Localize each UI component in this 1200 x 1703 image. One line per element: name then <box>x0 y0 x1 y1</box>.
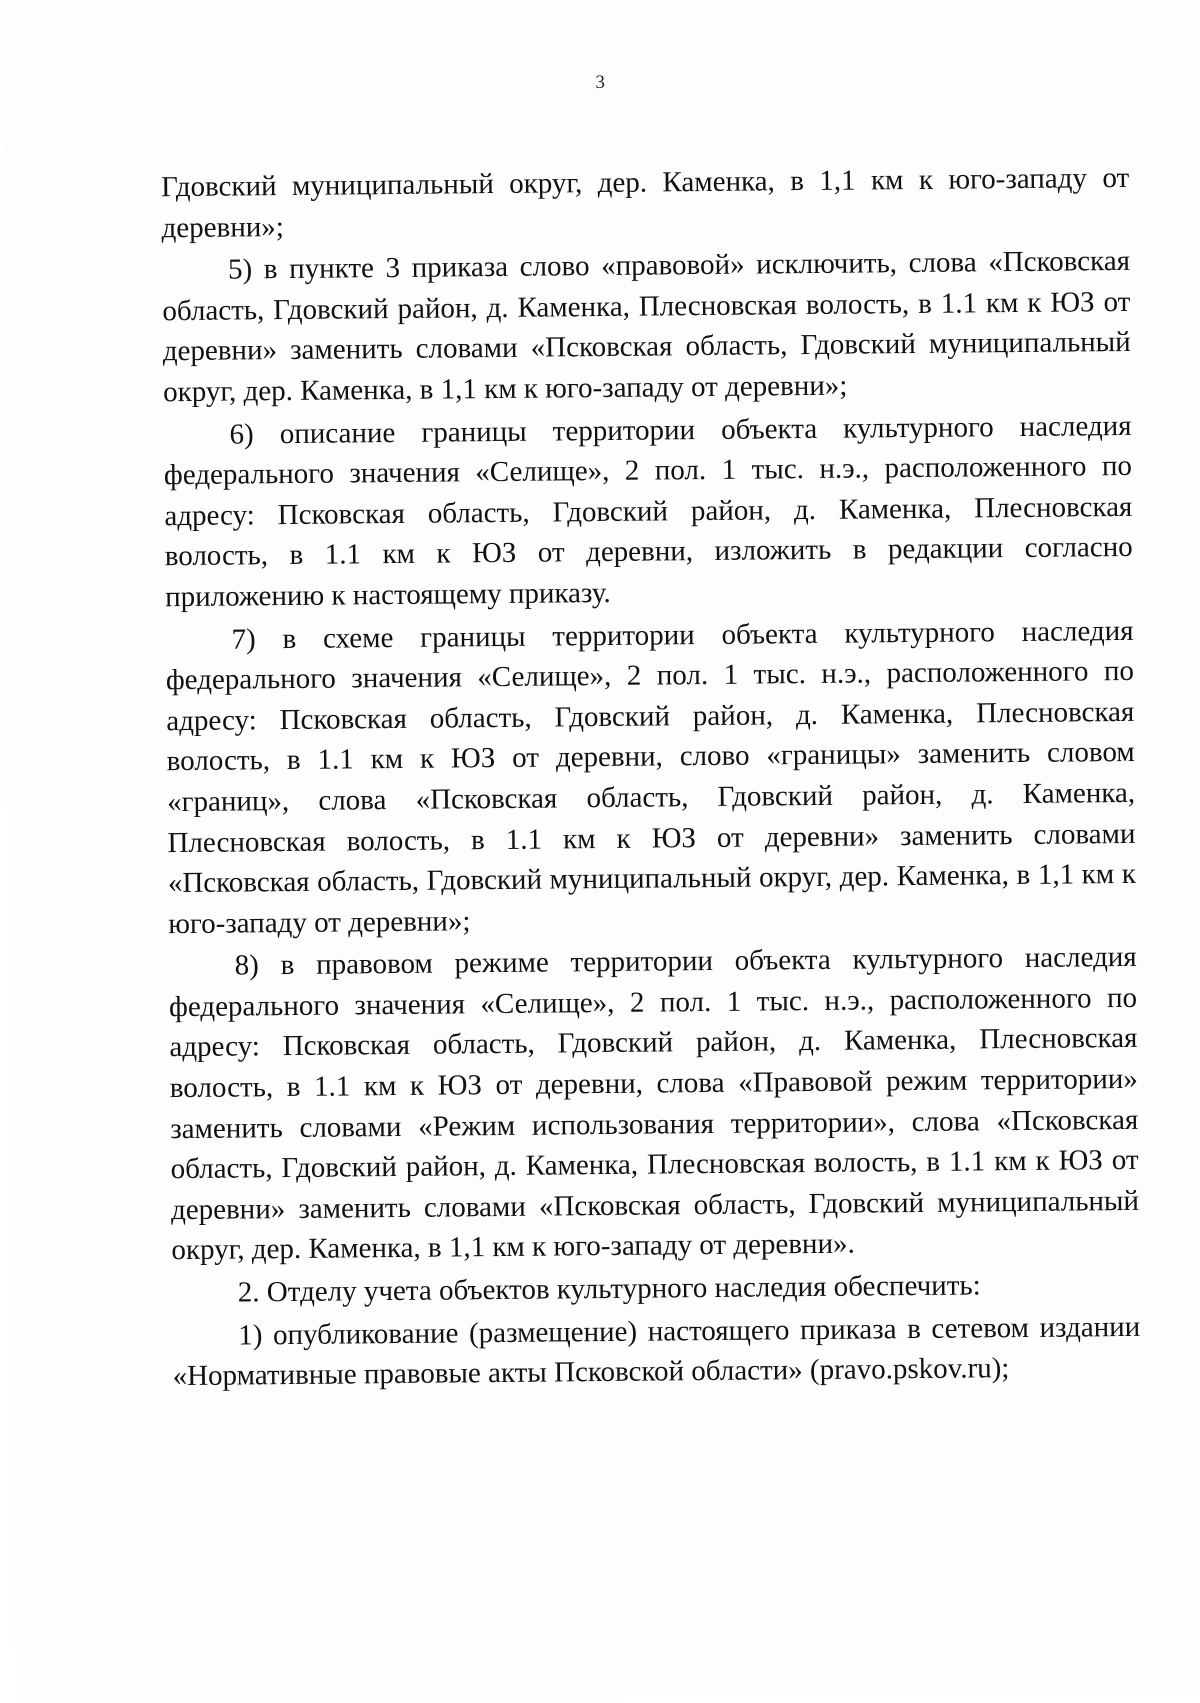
document-body <box>161 158 1141 1397</box>
paragraph-item-7: 7) в схеме границы территории объекта культурного наследия федерального значения «Селище», 2 пол. 1 тыс. н.э., расположенного по адресу: Псковская область, Гдовский район, д. Каменка, Плесновская волость, в 1.1 км к ЮЗ от деревни, слово «границы» заменить словом «границ», слова «Псковская область, Гдовский район, д. Каменка, Плесновская волость, в 1.1 км к ЮЗ от деревни» заменить словами «Псковская область, Гдовский муниципальный округ, дер. Каменка, в 1,1 км к юго-западу от деревни»; <box>165 614 1136 940</box>
paragraph-item-5: 5) в пункте 3 приказа слово «правовой» исключить, слова «Псковская область, Гдовский район, д. Каменка, Плесновская волость, в 1.1 км к ЮЗ от деревни» заменить словами «Псковская область, Гдовский муниципальный округ, дер. Каменка, в 1,1 км к юго-западу от деревни»; <box>162 245 1131 409</box>
paragraph-section-2-item-1: 1) опубликование (размещение) настоящего приказа в сетевом издании «Нормативные правовые акты Псковской области» (pravo.pskov.ru); <box>172 1310 1141 1393</box>
paragraph-item-6: 6) описание границы территории объекта культурного наследия федерального значения «Селище», 2 пол. 1 тыс. н.э., расположенного по адресу: Псковская область, Гдовский район, д. Каменка, Плесновская волость, в 1.1 км к ЮЗ от деревни, изложить в редакции согласно приложению к настоящему приказу. <box>163 409 1133 614</box>
paragraph-section-2: 2. Отделу учета объектов культурного наследия обеспечить: <box>237 1269 981 1309</box>
page-number: 3 <box>595 71 606 94</box>
paragraph-item-8: 8) в правовом режиме территории объекта культурного наследия федерального значения «Селище», 2 пол. 1 тыс. н.э., расположенного по адресу: Псковская область, Гдовский район, д. Каменка, Плесновская волость, в 1.1 км к ЮЗ от деревни, слова «Правовой режим территории» заменить словами «Режим использования территории», слова «Псковская область, Гдовский район, д. Каменка, Плесновская волость, в 1.1 км к ЮЗ от деревни» заменить словами «Псковская область, Гдовский муниципальный округ, дер. Каменка, в 1,1 км к юго-западу от деревни». <box>168 941 1140 1267</box>
paragraph-continuation: Гдовский муниципальный округ, дер. Каменка, в 1,1 км к юго-западу от деревни»; <box>161 161 1130 244</box>
